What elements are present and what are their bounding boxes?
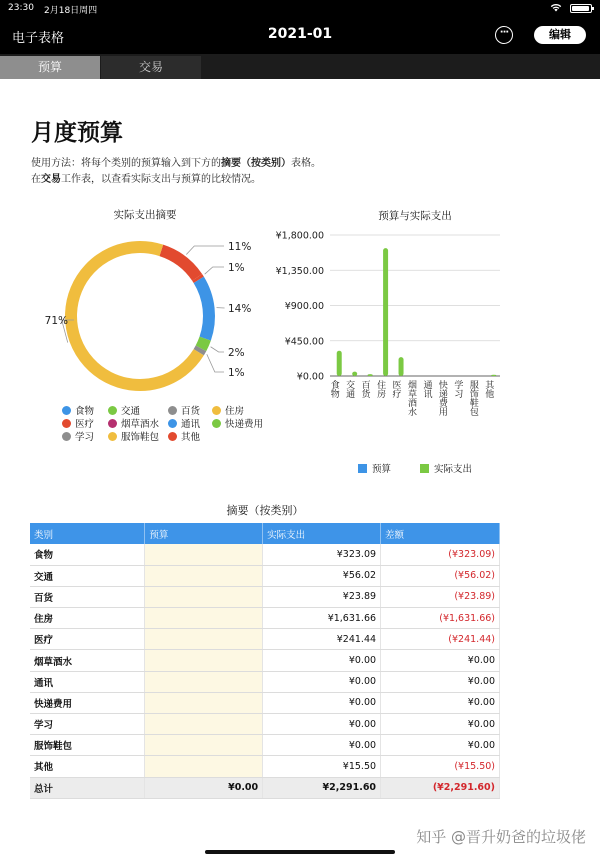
bar-x-tick-label: 学习 xyxy=(452,380,463,398)
bar-x-tick-label: 食物 xyxy=(328,380,339,398)
cell-total-actual[interactable]: ¥2,291.60 xyxy=(263,777,381,798)
legend-label: 其他 xyxy=(181,432,201,443)
donut-slice-2[interactable] xyxy=(199,348,201,352)
status-time: 23:30 xyxy=(8,3,34,13)
summary-table xyxy=(30,523,500,799)
cell-difference[interactable]: ¥0.00 xyxy=(381,714,500,735)
table-row xyxy=(30,650,500,671)
cell-total-label[interactable]: 总计 xyxy=(30,777,145,798)
cell-actual[interactable]: ¥56.02 xyxy=(263,565,381,586)
cell-actual[interactable]: ¥0.00 xyxy=(263,671,381,692)
table-row xyxy=(30,735,500,756)
table-row xyxy=(30,586,500,607)
bar-actual[interactable] xyxy=(337,351,342,376)
status-bar xyxy=(0,0,600,16)
cell-total-difference[interactable]: (¥2,291.60) xyxy=(381,777,500,798)
bar-x-tick-label: 医疗 xyxy=(390,380,401,398)
cell-difference[interactable]: (¥56.02) xyxy=(381,565,500,586)
bar-actual[interactable] xyxy=(352,372,357,376)
bar-x-tick-label: 通讯 xyxy=(421,380,432,398)
document-title: 2021-01 xyxy=(267,26,333,42)
bar-y-tick-label: ¥0.00 xyxy=(296,371,324,383)
cell-difference[interactable]: ¥0.00 xyxy=(381,692,500,713)
cell-difference[interactable]: ¥0.00 xyxy=(381,671,500,692)
donut-leader-line xyxy=(211,347,224,352)
bar-legend-budget-label: 预算 xyxy=(372,464,392,475)
bar-x-tick-label: 百货 xyxy=(359,380,370,398)
legend-label: 食物 xyxy=(75,406,95,417)
edit-button[interactable]: 编辑 xyxy=(534,26,586,44)
cell-category[interactable]: 其他 xyxy=(30,756,145,777)
legend-label: 学习 xyxy=(75,432,95,443)
cell-category[interactable]: 食物 xyxy=(30,544,145,565)
legend-label: 快递费用 xyxy=(225,419,264,430)
legend-label: 交通 xyxy=(121,406,141,417)
cell-budget-input[interactable] xyxy=(145,565,263,586)
legend-label: 百货 xyxy=(181,406,201,417)
bar-x-tick-label: 服饰鞋包 xyxy=(467,380,478,416)
back-to-spreadsheets-button[interactable]: 电子表格 xyxy=(12,31,65,46)
summary-table-title: 摘要（按类别） xyxy=(226,504,304,517)
donut-slice-0[interactable] xyxy=(199,280,209,339)
header-category[interactable]: 类别 xyxy=(30,523,145,544)
cell-difference[interactable]: ¥0.00 xyxy=(381,650,500,671)
cell-actual[interactable]: ¥0.00 xyxy=(263,714,381,735)
donut-legend-item xyxy=(168,406,200,418)
bar-legend-actual xyxy=(420,464,472,476)
bar-chart-title: 预算与实际支出 xyxy=(378,210,452,222)
cell-category[interactable]: 烟草酒水 xyxy=(30,650,145,671)
legend-swatch xyxy=(168,432,177,441)
header-actual[interactable]: 实际支出 xyxy=(263,523,381,544)
tab-budget[interactable]: 预算 xyxy=(0,56,100,79)
cell-actual[interactable]: ¥0.00 xyxy=(263,650,381,671)
bar-chart[interactable] xyxy=(270,224,510,424)
cell-difference[interactable]: ¥0.00 xyxy=(381,735,500,756)
legend-swatch xyxy=(108,432,117,441)
cell-actual[interactable]: ¥15.50 xyxy=(263,756,381,777)
donut-legend-item xyxy=(62,419,94,431)
page-title: 月度预算 xyxy=(31,120,123,146)
bar-actual[interactable] xyxy=(399,357,404,376)
legend-label: 通讯 xyxy=(181,419,201,430)
bar-x-tick-label: 住房 xyxy=(375,380,386,398)
legend-swatch xyxy=(62,432,71,441)
table-header-row xyxy=(30,523,500,544)
cell-budget-input[interactable] xyxy=(145,650,263,671)
status-date: 2月18日周四 xyxy=(44,6,98,16)
bar-legend-actual-label: 实际支出 xyxy=(434,464,473,475)
legend-swatch xyxy=(168,419,177,428)
donut-chart-title: 实际支出摘要 xyxy=(113,209,177,221)
donut-legend-item xyxy=(168,419,200,431)
table-row xyxy=(30,544,500,565)
bar-actual[interactable] xyxy=(368,374,373,376)
tab-transactions[interactable]: 交易 xyxy=(101,56,201,79)
bar-actual[interactable] xyxy=(383,248,388,376)
table-row xyxy=(30,692,500,713)
donut-slice-10[interactable] xyxy=(197,277,199,279)
legend-swatch xyxy=(168,406,177,415)
table-row xyxy=(30,629,500,650)
legend-label: 住房 xyxy=(225,406,245,417)
table-row xyxy=(30,671,500,692)
cell-actual[interactable]: ¥323.09 xyxy=(263,544,381,565)
instruction-line-1: 使用方法：将每个类别的预算输入到下方的摘要（按类别）表格。 xyxy=(31,158,321,169)
donut-chart[interactable] xyxy=(20,224,290,404)
table-row xyxy=(30,608,500,629)
cell-difference[interactable]: (¥23.89) xyxy=(381,586,500,607)
legend-swatch xyxy=(62,406,71,415)
cell-budget-input[interactable] xyxy=(145,586,263,607)
legend-swatch xyxy=(62,419,71,428)
cell-category[interactable]: 通讯 xyxy=(30,671,145,692)
donut-percent-label: 2% xyxy=(228,347,245,359)
bar-y-tick-label: ¥1,800.00 xyxy=(275,230,324,242)
navigation-bar xyxy=(0,16,600,54)
sheet-tab-bar xyxy=(0,54,600,79)
donut-legend-item xyxy=(62,432,94,444)
legend-label: 服饰鞋包 xyxy=(121,432,160,443)
bar-x-tick-label: 烟草酒水 xyxy=(406,380,416,416)
bar-legend-budget xyxy=(358,464,391,476)
bar-y-tick-label: ¥900.00 xyxy=(284,301,324,312)
legend-label: 医疗 xyxy=(75,419,95,430)
home-indicator[interactable] xyxy=(205,850,395,854)
table-row xyxy=(30,756,500,777)
donut-percent-label: 1% xyxy=(228,262,245,274)
legend-swatch xyxy=(108,406,117,415)
cell-category[interactable]: 百货 xyxy=(30,586,145,607)
more-options-button[interactable]: ··· xyxy=(495,26,513,44)
cell-actual[interactable]: ¥0.00 xyxy=(263,692,381,713)
donut-legend-item xyxy=(108,406,140,418)
donut-slice-3[interactable] xyxy=(71,247,199,385)
table-total-row xyxy=(30,777,500,798)
cell-actual[interactable]: ¥0.00 xyxy=(263,735,381,756)
donut-legend-item xyxy=(212,419,263,431)
bar-y-tick-label: ¥450.00 xyxy=(284,336,324,348)
header-budget[interactable]: 预算 xyxy=(145,523,263,544)
budget-swatch xyxy=(358,464,367,473)
legend-swatch xyxy=(212,406,221,415)
cell-budget-input[interactable] xyxy=(145,692,263,713)
instruction-line-2: 在交易工作表，以查看实际支出与预算的比较情况。 xyxy=(31,174,261,185)
actual-swatch xyxy=(420,464,429,473)
header-difference[interactable]: 差额 xyxy=(381,523,500,544)
cell-category[interactable]: 住房 xyxy=(30,608,145,629)
table-row xyxy=(30,714,500,735)
cell-difference[interactable]: (¥1,631.66) xyxy=(381,608,500,629)
donut-legend-item xyxy=(62,406,94,418)
bar-x-tick-label: 其他 xyxy=(483,380,494,398)
cell-category[interactable]: 服饰鞋包 xyxy=(30,735,145,756)
legend-swatch xyxy=(108,419,117,428)
donut-percent-label: 11% xyxy=(228,241,252,253)
cell-category[interactable]: 医疗 xyxy=(30,629,145,650)
cell-difference[interactable]: (¥323.09) xyxy=(381,544,500,565)
cell-category[interactable]: 快递费用 xyxy=(30,692,145,713)
table-row xyxy=(30,565,500,586)
cell-actual[interactable]: ¥1,631.66 xyxy=(263,608,381,629)
wifi-icon xyxy=(550,3,562,15)
donut-percent-label: 14% xyxy=(228,303,252,315)
cell-total-budget[interactable]: ¥0.00 xyxy=(145,777,263,798)
cell-budget-input[interactable] xyxy=(145,629,263,650)
cell-budget-input[interactable] xyxy=(145,608,263,629)
bar-actual[interactable] xyxy=(491,375,496,376)
bar-y-tick-label: ¥1,350.00 xyxy=(275,265,324,277)
cell-category[interactable]: 交通 xyxy=(30,565,145,586)
battery-icon xyxy=(570,4,592,13)
donut-percent-label: 1% xyxy=(228,367,245,379)
donut-leader-line xyxy=(186,246,224,254)
donut-percent-label: 71% xyxy=(44,315,68,327)
bar-x-tick-label: 快递费用 xyxy=(436,380,447,416)
donut-leader-line xyxy=(205,267,224,274)
donut-legend-item xyxy=(212,406,244,418)
cell-budget-input[interactable] xyxy=(145,671,263,692)
donut-legend-item xyxy=(108,419,159,431)
donut-legend-item xyxy=(168,432,200,444)
legend-swatch xyxy=(212,419,221,428)
cell-budget-input[interactable] xyxy=(145,735,263,756)
cell-category[interactable]: 学习 xyxy=(30,714,145,735)
cell-budget-input[interactable] xyxy=(145,756,263,777)
watermark: 知乎 @晋升奶爸的垃圾佬 xyxy=(416,828,586,846)
donut-slice-1[interactable] xyxy=(201,339,205,349)
cell-difference[interactable]: (¥15.50) xyxy=(381,756,500,777)
donut-leader-line xyxy=(207,354,224,372)
cell-budget-input[interactable] xyxy=(145,714,263,735)
legend-label: 烟草酒水 xyxy=(121,419,160,430)
bar-x-tick-label: 交通 xyxy=(344,380,355,398)
cell-difference[interactable]: (¥241.44) xyxy=(381,629,500,650)
cell-actual[interactable]: ¥241.44 xyxy=(263,629,381,650)
cell-actual[interactable]: ¥23.89 xyxy=(263,586,381,607)
donut-legend-item xyxy=(108,432,159,444)
cell-budget-input[interactable] xyxy=(145,544,263,565)
donut-slice-4[interactable] xyxy=(161,250,197,277)
